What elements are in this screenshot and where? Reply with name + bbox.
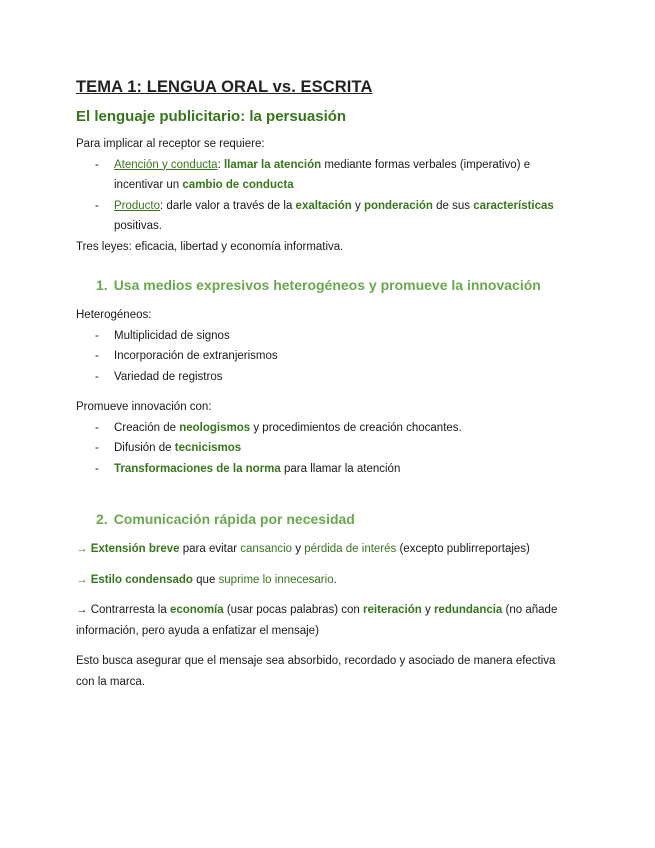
innov-label: Promueve innovación con:	[76, 401, 212, 413]
arrow-icon: →	[76, 543, 88, 555]
highlight: neologismos	[179, 421, 251, 434]
list-item	[76, 196, 576, 237]
text: de sus	[432, 199, 474, 212]
highlight: Estilo condensado	[90, 573, 193, 586]
list-item	[76, 367, 576, 388]
text: que	[192, 573, 219, 586]
highlight: Extensión breve	[90, 543, 180, 555]
highlight: reiteración	[363, 604, 422, 616]
paragraph-economy	[76, 600, 576, 641]
arrow-icon: →	[76, 573, 88, 586]
list-item	[76, 418, 576, 439]
list-item-text: Variedad de registros	[114, 370, 223, 383]
text: :	[217, 158, 224, 171]
intro-list	[76, 155, 576, 237]
list-item	[76, 155, 576, 196]
text: (excepto publirreportajes)	[396, 543, 530, 555]
highlight: exaltación	[295, 199, 352, 212]
text: Difusión de	[114, 442, 175, 454]
text: Creación de	[114, 421, 180, 434]
text: y	[421, 604, 434, 616]
highlight: cambio de conducta	[182, 179, 294, 191]
paragraph-condensed	[76, 570, 576, 591]
text: y procedimientos de creación chocantes.	[250, 421, 462, 434]
page-title: TEMA 1: LENGUA ORAL vs. ESCRITA	[76, 78, 373, 96]
list-item	[76, 326, 576, 347]
text: y	[292, 543, 305, 555]
dash-bullet: -	[95, 462, 99, 475]
green-text: pérdida de interés	[304, 543, 397, 555]
document-page	[76, 76, 576, 692]
intro-lead: Para implicar al receptor se requiere:	[76, 138, 265, 150]
section-number: 1.	[96, 277, 108, 293]
text: y	[351, 199, 364, 212]
arrow-icon: →	[76, 604, 88, 616]
green-text: suprime lo innecesario	[218, 573, 334, 586]
section-number: 2.	[96, 511, 108, 527]
text: (usar pocas palabras) con	[223, 604, 363, 616]
term-producto: Producto	[114, 199, 161, 212]
text: para evitar	[179, 543, 241, 555]
highlight: ponderación	[363, 199, 433, 212]
list-item	[76, 346, 576, 367]
text: mediante formas verbales (imperativo) e incentivar un	[114, 158, 531, 191]
hetero-list	[76, 326, 576, 388]
dash-bullet: -	[95, 199, 99, 212]
highlight: características	[473, 199, 554, 212]
dash-bullet: -	[95, 329, 99, 342]
highlight: llamar la atención	[223, 158, 322, 171]
text: : darle valor a través de la	[160, 199, 296, 212]
hetero-label: Heterogéneos:	[76, 309, 152, 321]
list-item-text: Multiplicidad de signos	[114, 329, 230, 342]
highlight: tecnicismos	[174, 442, 242, 454]
section-title: Usa medios expresivos heterogéneos y promueve la innovación	[113, 277, 541, 293]
highlight: economía	[169, 604, 224, 616]
dash-bullet: -	[95, 421, 99, 434]
dash-bullet: -	[95, 158, 99, 171]
green-text: cansancio	[240, 543, 293, 555]
dash-bullet: -	[95, 350, 99, 362]
section-2-heading	[76, 509, 576, 529]
innov-list	[76, 418, 576, 480]
text: Contrarresta la	[87, 604, 170, 616]
closing-paragraph: Esto busca asegurar que el mensaje sea absorbido, recordado y asociado de manera efectiva con la marca.	[76, 655, 556, 688]
text: para llamar la atención	[280, 462, 401, 475]
laws-text: Tres leyes: eficacia, libertad y economía informativa.	[76, 240, 344, 253]
term-atencion: Atención y conducta	[114, 158, 218, 171]
text: positivas.	[114, 220, 162, 232]
highlight: Transformaciones de la norma	[114, 462, 281, 475]
text: (no añade información, pero ayuda a enfatizar el mensaje)	[76, 604, 558, 637]
highlight: redundancia	[433, 604, 503, 616]
section-1-heading	[76, 275, 576, 295]
section-title: Comunicación rápida por necesidad	[113, 511, 355, 527]
page-subtitle: El lenguaje publicitario: la persuasión	[76, 108, 347, 125]
list-item	[76, 459, 576, 480]
dash-bullet: -	[95, 370, 99, 383]
list-item	[76, 438, 576, 459]
text: .	[333, 573, 337, 586]
dash-bullet: -	[95, 442, 99, 454]
paragraph-extension	[76, 539, 576, 560]
list-item-text: Incorporación de extranjerismos	[114, 350, 278, 362]
